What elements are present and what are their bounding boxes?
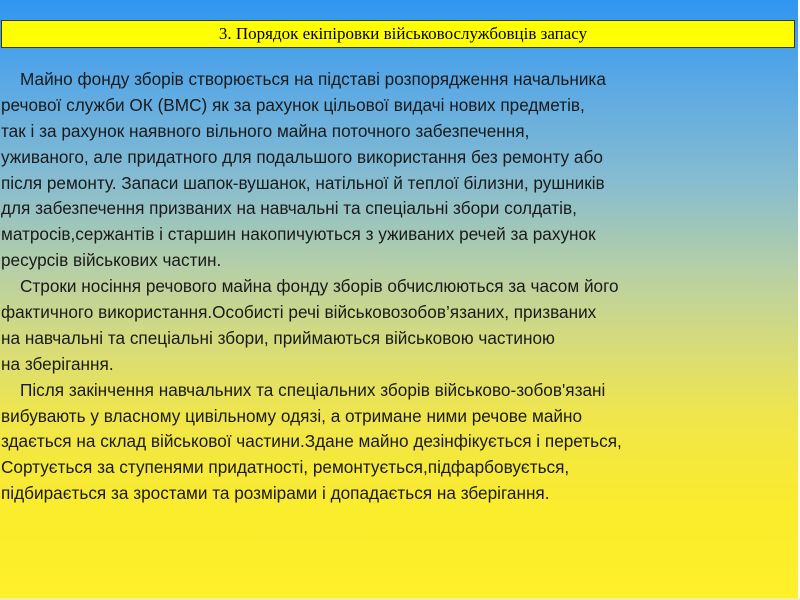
body-line: здається на склад військової частини.Здане майно дезінфікується і переться,: [1, 431, 622, 452]
body-line: Майно фонду зборів створюється на підставі розпорядження начальника: [20, 69, 606, 89]
slide-title-bar: [1, 20, 795, 48]
body-line: вибувають у власному цивільному одязі, а отримане ними речове майно: [1, 405, 583, 426]
body-line: Після закінчення навчальних та спеціальних зборів військово-зобов'язані: [20, 379, 606, 400]
body-line: після ремонту. Запаси шапок-вушанок, натільної й теплої білизни, рушників: [1, 172, 605, 193]
body-line: речової служби ОК (ВМС) як за рахунок цільової видачі нових предметів,: [1, 94, 585, 115]
body-line: Сортується за ступенями придатності, ремонтується,підфарбовується,: [1, 457, 570, 478]
slide-title: 3. Порядок екіпіровки військовослужбовців запасу: [218, 24, 588, 43]
body-line: так і за рахунок наявного вільного майна поточного забезпечення,: [1, 120, 530, 141]
body-line: матросів,сержантів і старшин накопичуються з уживаних речей за рахунок: [1, 224, 596, 245]
body-line: для забезпечення призваних на навчальні та спеціальні збори солдатів,: [1, 198, 577, 219]
body-line: ресурсів військових частин.: [1, 250, 222, 271]
body-line: підбирається за зростами та розмірами і допадається на зберігання.: [1, 483, 550, 504]
body-line: на зберігання.: [1, 353, 114, 374]
body-line: Строки носіння речового майна фонду зборів обчислюються за часом його: [20, 276, 619, 297]
body-line: уживаного, але придатного для подальшого використання без ремонту або: [1, 146, 603, 167]
slide-body: [1, 67, 798, 507]
body-line: фактичного використання.Особисті речі військовозобов’язаних, призваних: [1, 302, 597, 323]
body-line: на навчальні та спеціальні збори, приймаються військовою частиною: [1, 327, 555, 348]
